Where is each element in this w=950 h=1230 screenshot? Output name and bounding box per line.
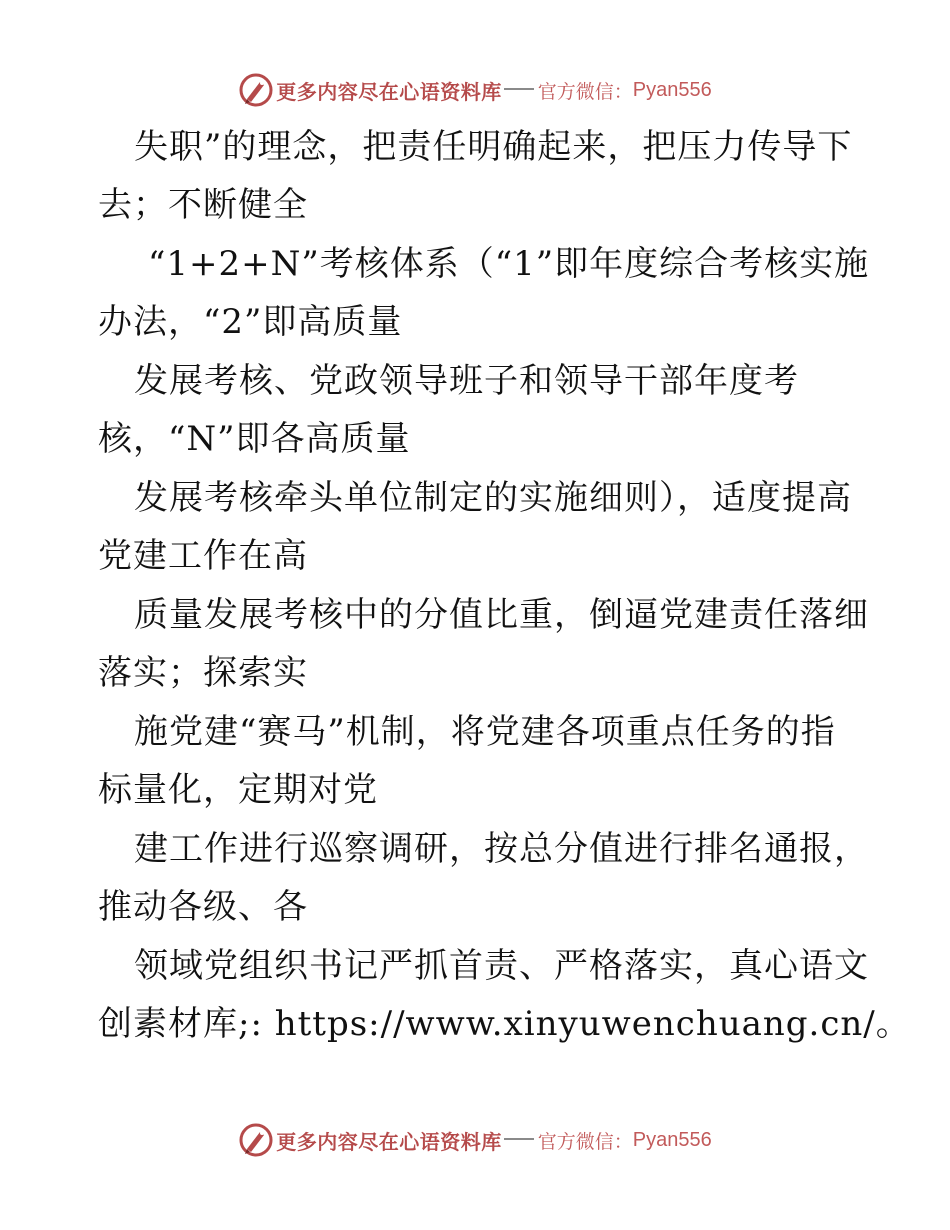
banner-dash: [504, 88, 534, 90]
banner-dash: [504, 1138, 534, 1140]
body-line: 失职”的理念，把责任明确起来，把压力传导下: [134, 127, 853, 167]
body-line: 落实；探索实: [98, 653, 308, 693]
body-line: 核，“N”即各高质量: [98, 419, 411, 459]
banner-site-text: 更多内容尽在心语资料库: [276, 79, 502, 104]
body-line: 去；不断健全: [98, 185, 308, 225]
body-line: 创素材库;: https://www.xinyuwenchuang.cn/。: [98, 1004, 911, 1044]
body-line: 领域党组织书记严抓首责、严格落实，真心语文: [134, 946, 869, 986]
body-line: “1+2+N”考核体系（“1”即年度综合考核实施: [148, 244, 870, 284]
banner-wechat-label: 官方微信：: [537, 1130, 633, 1153]
body-line: 质量发展考核中的分值比重，倒逼党建责任落细: [134, 595, 869, 635]
header-banner: [0, 70, 950, 110]
body-line: 办法，“2”即高质量: [98, 302, 403, 342]
pen-logo-icon: [238, 72, 274, 108]
banner-wechat-id: Pyan556: [632, 1128, 712, 1151]
banner-wechat-id: Pyan556: [632, 78, 712, 101]
body-line: 党建工作在高: [98, 536, 308, 576]
body-line: 施党建“赛马”机制，将党建各项重点任务的指: [134, 712, 836, 752]
banner-wechat-label: 官方微信：: [537, 80, 633, 103]
pen-logo-icon: [238, 1122, 274, 1158]
body-line: 发展考核牵头单位制定的实施细则），适度提高: [134, 478, 852, 518]
banner-site-text: 更多内容尽在心语资料库: [276, 1129, 502, 1154]
body-line: 标量化，定期对党: [98, 770, 378, 810]
body-line: 推动各级、各: [98, 887, 308, 927]
body-line: 发展考核、党政领导班子和领导干部年度考: [134, 361, 799, 401]
footer-banner: [0, 1120, 950, 1160]
body-line: 建工作进行巡察调研，按总分值进行排名通报，: [134, 829, 869, 869]
